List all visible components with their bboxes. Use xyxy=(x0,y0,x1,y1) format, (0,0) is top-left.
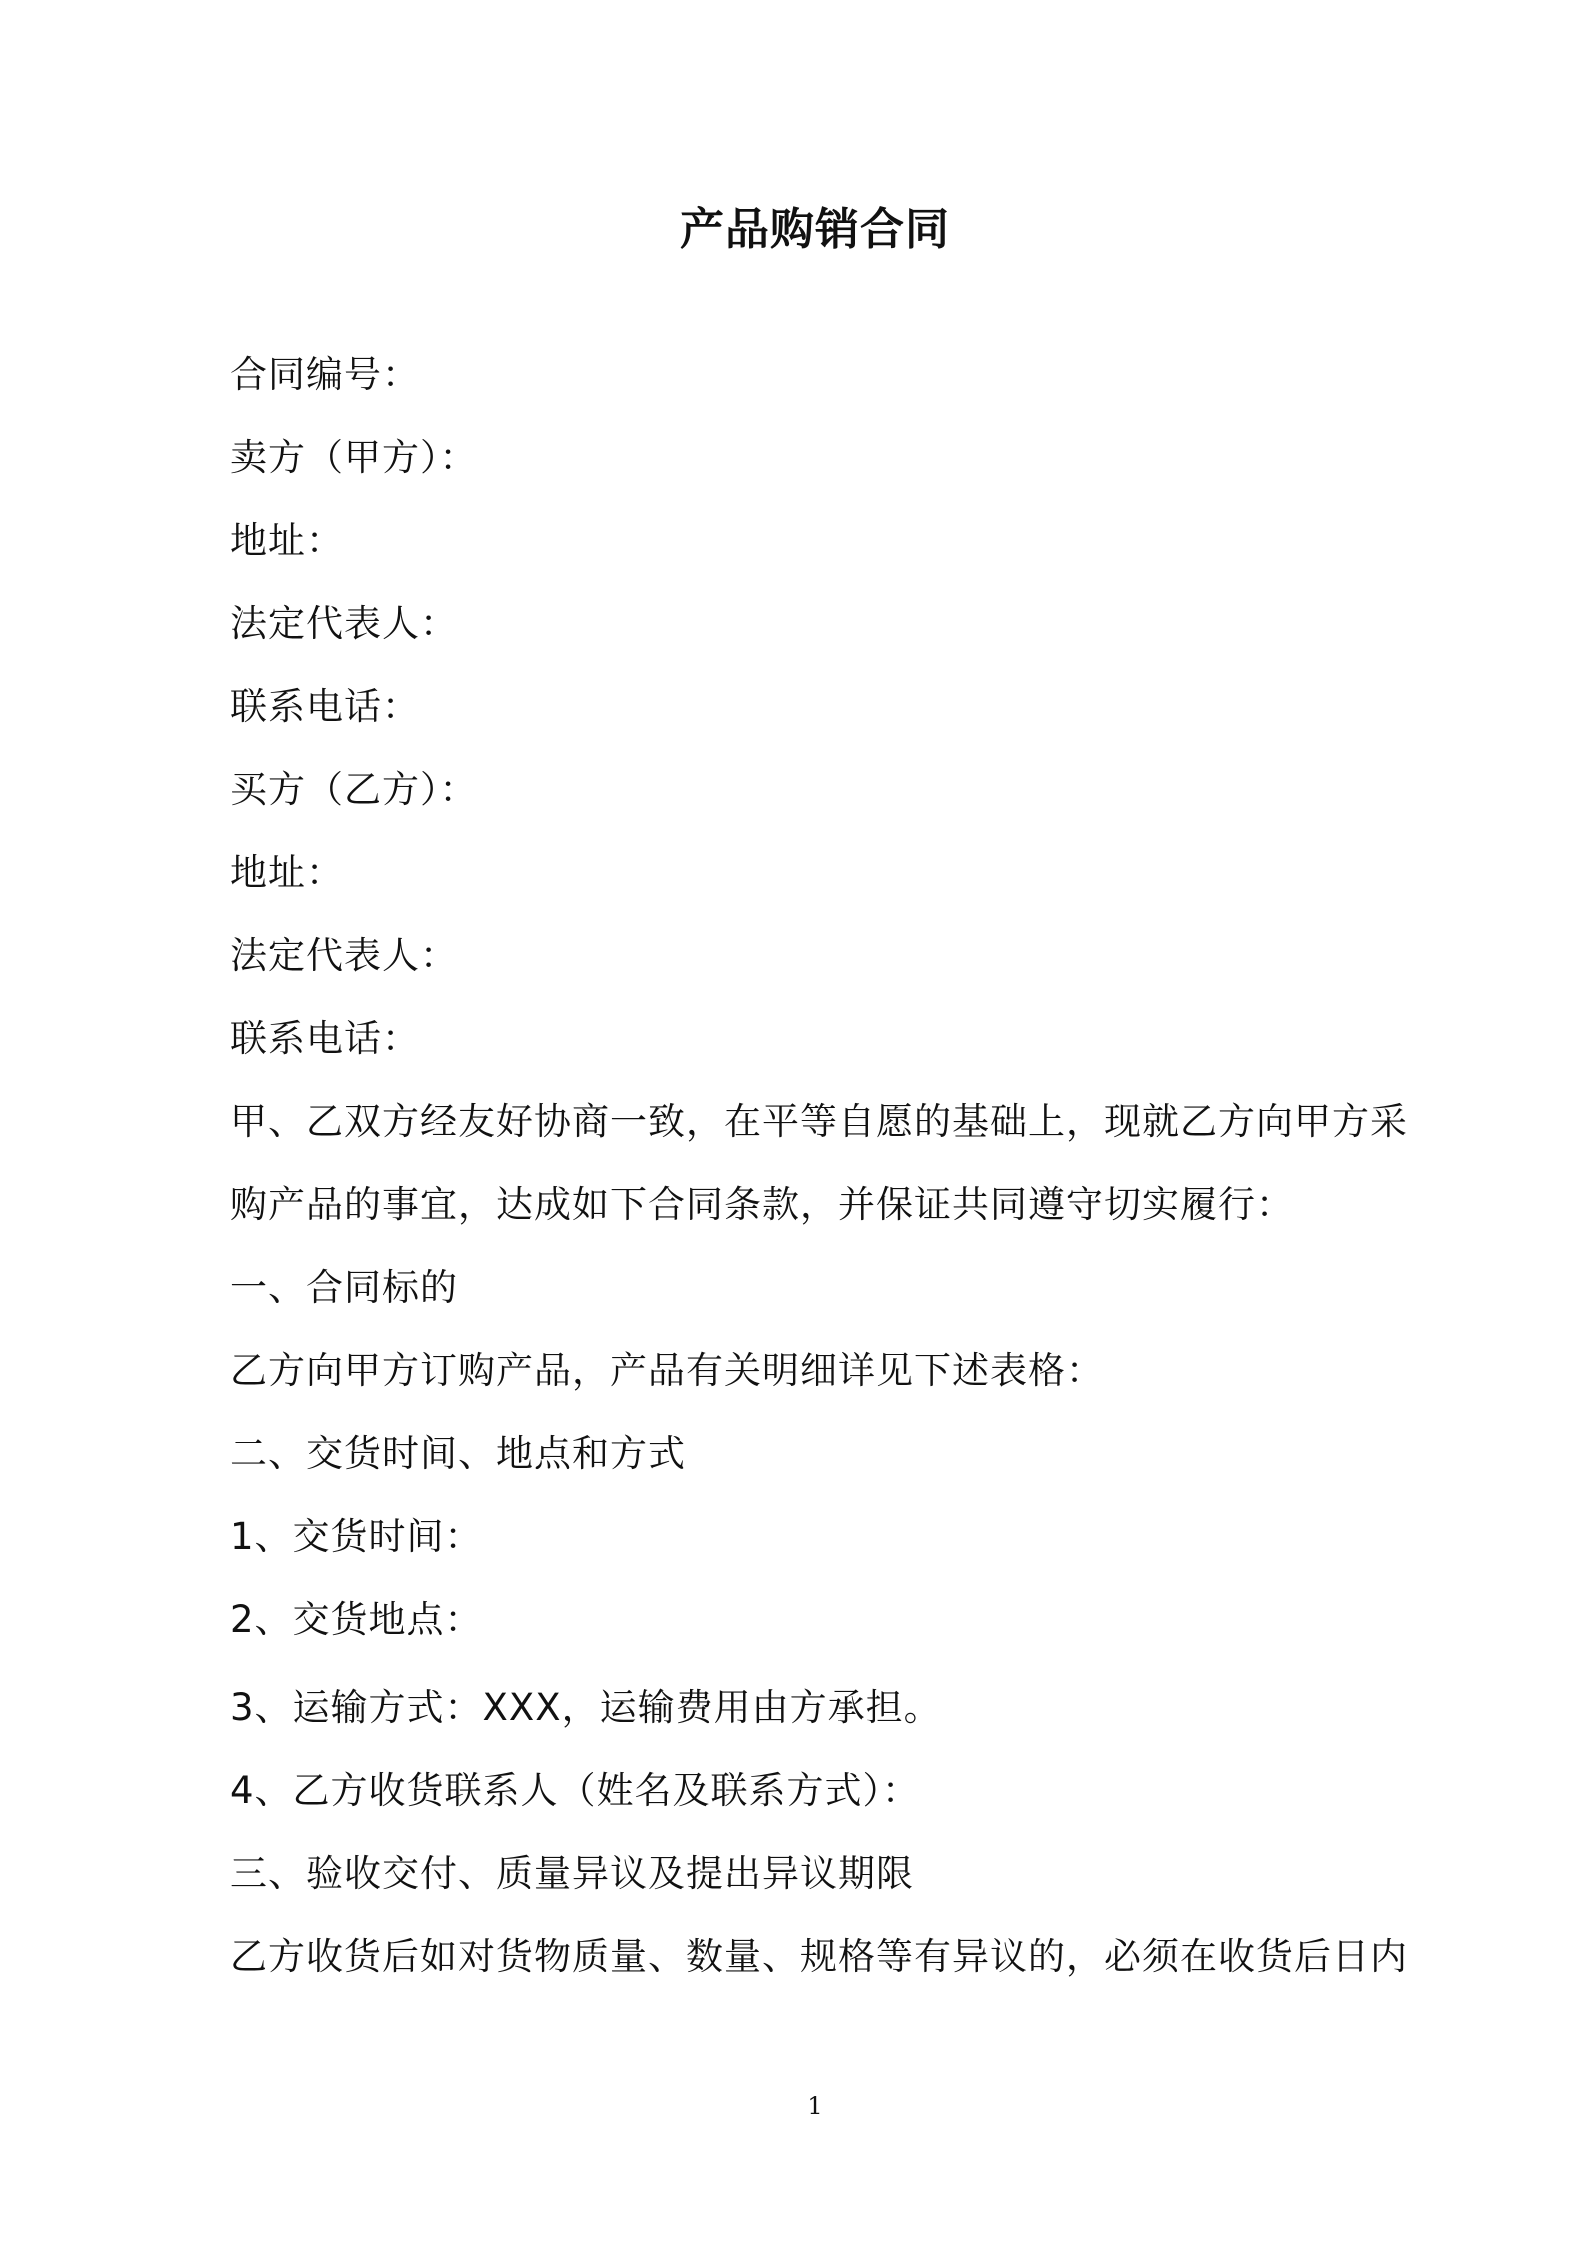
buyer-legal-rep-label: 法定代表人： xyxy=(230,934,458,977)
transport-method-item: 3、运输方式：XXX，运输费用由方承担。 xyxy=(230,1686,942,1729)
seller-legal-rep-label: 法定代表人： xyxy=(230,602,458,645)
page-number: 1 xyxy=(807,2092,823,2120)
seller-address-label: 地址： xyxy=(230,519,344,562)
buyer-address-label: 地址： xyxy=(230,851,344,894)
section-heading-2: 二、交货时间、地点和方式 xyxy=(230,1432,686,1475)
preamble-line-1: 甲、乙双方经友好协商一致，在平等自愿的基础上，现就乙方向甲方采 xyxy=(230,1100,1408,1143)
delivery-time-item: 1、交货时间： xyxy=(230,1515,483,1558)
delivery-place-item: 2、交货地点： xyxy=(230,1598,483,1641)
seller-phone-label: 联系电话： xyxy=(230,685,420,728)
preamble-line-2: 购产品的事宜，达成如下合同条款，并保证共同遵守切实履行： xyxy=(230,1183,1294,1226)
section-1-text: 乙方向甲方订购产品，产品有关明细详见下述表格： xyxy=(230,1349,1104,1392)
section-heading-3: 三、验收交付、质量异议及提出异议期限 xyxy=(230,1852,914,1895)
seller-label: 卖方（甲方）： xyxy=(230,436,478,479)
buyer-label: 买方（乙方）： xyxy=(230,768,478,811)
section-heading-1: 一、合同标的 xyxy=(230,1266,458,1309)
contract-title: 产品购销合同 xyxy=(680,204,950,255)
contract-number-label: 合同编号： xyxy=(230,353,420,396)
buyer-contact-item: 4、乙方收货联系人（姓名及联系方式）： xyxy=(230,1769,921,1812)
section-3-text: 乙方收货后如对货物质量、数量、规格等有异议的，必须在收货后日内 xyxy=(230,1935,1408,1978)
buyer-phone-label: 联系电话： xyxy=(230,1017,420,1060)
